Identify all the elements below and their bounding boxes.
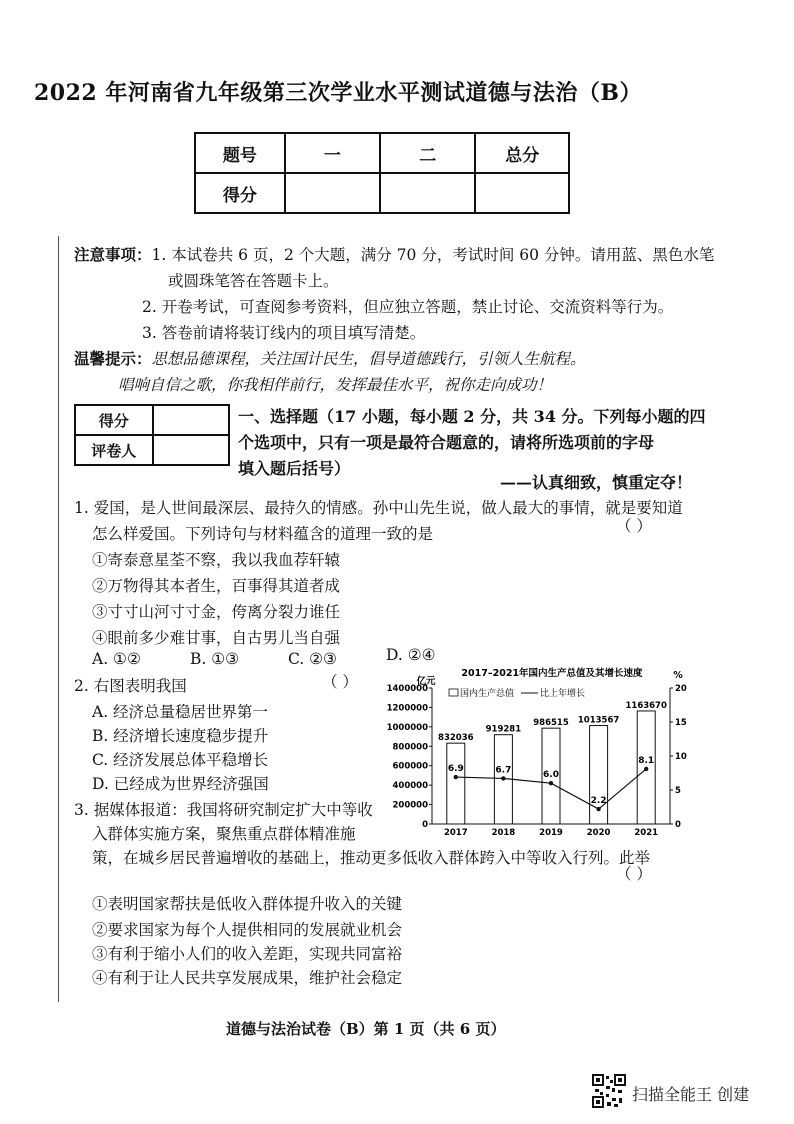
- tip-label: 温馨提示：: [74, 349, 152, 368]
- page-title: 2022 年河南省九年级第三次学业水平测试道德与法治（B）: [34, 80, 642, 106]
- chart-x-tick-label: 2018: [491, 828, 516, 838]
- q1-option-3: ③寸寸山河寸寸金，侉离分裂力谁任: [92, 603, 341, 621]
- section-1-line-1: 一、选择题（17 小题，每小题 2 分，共 34 分。下列每小题的四: [238, 407, 706, 426]
- notice-item-1a: 1. 本试卷共 6 页，2 个大题，满分 70 分，考试时间 60 分钟。请用蓝、黑色水笔: [151, 246, 715, 264]
- chart-bar-value-label: 1013567: [577, 715, 620, 726]
- grader-table: [74, 404, 230, 466]
- score-row-label: 得分: [195, 173, 285, 213]
- q1-stem-a: 1. 爱国，是人世间最深层、最持久的情感。孙中山先生说，做人最大的事情，就是要知道: [74, 499, 683, 517]
- grader-name-label: 评卷人: [75, 435, 153, 465]
- tip-line-1: 思想品德课程，关注国计民生，倡导道德践行，引领人生航程。: [151, 350, 586, 368]
- grader-score-label: 得分: [75, 405, 153, 435]
- chart-y-tick-label: 800000: [392, 742, 428, 753]
- q3-stem-a: 3. 据媒体报道：我国将研究制定扩大中等收: [74, 801, 373, 819]
- chart-bar-value-label: 919281: [485, 724, 522, 735]
- q2-choice-a[interactable]: A. 经济总量稳居世界第一: [92, 703, 269, 721]
- chart-y2-tick-label: 20: [675, 684, 687, 694]
- chart-legend: [449, 687, 585, 699]
- score-cell-part2[interactable]: [380, 173, 475, 213]
- chart-y-tick-label: 0: [422, 820, 428, 830]
- section-1-line-2: 个选项中，只有一项是最符合题意的，请将所选项前的字母: [238, 433, 655, 452]
- score-cell-part1[interactable]: [285, 173, 380, 213]
- score-header-part2: 二: [380, 133, 475, 173]
- score-header-part1: 一: [285, 133, 380, 173]
- q1-option-2: ②万物得其本者生，百事得其道者成: [92, 577, 341, 595]
- margin-rule: [58, 236, 59, 1002]
- chart-growth-point: [596, 807, 600, 811]
- scanner-watermark: 扫描全能王 创建: [632, 1085, 750, 1104]
- chart-bar-value-label: 1163670: [625, 700, 667, 711]
- q1-option-4: ④眼前多少难甘事，自古男儿当自强: [92, 629, 341, 647]
- chart-growth-point: [501, 776, 505, 780]
- chart-growth-label: 6.9: [447, 764, 464, 775]
- q3-option-2: ②要求国家为每个人提供相同的发展就业机会: [92, 921, 403, 939]
- q1-choice-c[interactable]: C. ②③: [288, 650, 337, 668]
- page-footer: 道德与法治试卷（B）第 1 页（共 6 页）: [226, 1020, 506, 1038]
- q1-stem-b: 怎么样爱国。下列诗句与材料蕴含的道理一致的是: [92, 525, 434, 543]
- chart-x-tick-label: 2020: [586, 828, 611, 838]
- score-header-total: 总分: [475, 133, 569, 173]
- chart-growth-point: [644, 767, 648, 771]
- q3-stem-c: 策，在城乡居民普遍增收的基础上，推动更多低收入群体跨入中等收入行列。此举: [92, 849, 651, 867]
- chart-y2-tick-label: 15: [675, 718, 687, 728]
- chart-growth-point: [454, 775, 458, 779]
- chart-bar-value-label: 986515: [533, 718, 569, 729]
- chart-growth-label: 6.7: [495, 765, 512, 776]
- q1-choice-a[interactable]: A. ①②: [92, 650, 141, 668]
- q2-stem: 2. 右图表明我国: [74, 677, 187, 695]
- chart-bar: [447, 743, 465, 824]
- chart-y-tick-label: 600000: [392, 761, 428, 772]
- notice-item-2: 2. 开卷考试，可查阅参考资料，但应独立答题，禁止讨论、交流资料等行为。: [142, 298, 674, 316]
- q2-choice-c[interactable]: C. 经济发展总体平稳增长: [92, 751, 269, 769]
- chart-y-tick-label: 1000000: [386, 722, 428, 733]
- grader-name-cell[interactable]: [153, 435, 229, 465]
- score-table: [194, 132, 570, 214]
- tip-section: [74, 346, 586, 398]
- notice-label: 注意事项：: [74, 245, 152, 264]
- chart-growth-point: [549, 781, 553, 785]
- tip-line-2: 唱响自信之歌，你我相伴前行，发挥最佳水平，祝你走向成功！: [118, 376, 553, 394]
- q1-answer-paren[interactable]: （ ）: [616, 517, 652, 535]
- q3-stem-b: 入群体实施方案，聚焦重点群体精准施: [92, 825, 356, 843]
- legend-bar-label: 国内生产总值: [460, 689, 515, 699]
- gdp-chart: [382, 664, 692, 840]
- q3-option-1: ①表明国家帮扶是低收入群体提升收入的关键: [92, 895, 403, 913]
- q2-choice-b[interactable]: B. 经济增长速度稳步提升: [92, 727, 269, 745]
- notice-item-3: 3. 答卷前请将装订线内的项目填写清楚。: [142, 324, 426, 342]
- legend-line-label: 比上年增长: [540, 689, 586, 699]
- chart-growth-label: 6.0: [543, 770, 559, 781]
- chart-y-tick-label: 1200000: [386, 703, 428, 714]
- q1-option-1: ①寄泰意星荃不察，我以我血荐轩辕: [92, 551, 341, 569]
- score-cell-total[interactable]: [475, 173, 569, 213]
- chart-y2-tick-label: 0: [675, 820, 681, 830]
- chart-growth-label: 2.2: [590, 796, 607, 807]
- score-header-number: 题号: [195, 133, 285, 173]
- chart-x-tick-label: 2019: [539, 828, 563, 838]
- q3-option-4: ④有利于让人民共享发展成果，维护社会稳定: [92, 969, 403, 987]
- q2-answer-paren[interactable]: （ ）: [322, 673, 358, 691]
- q1-choice-b[interactable]: B. ①③: [190, 650, 240, 668]
- q2-choice-d[interactable]: D. 已经成为世界经济强国: [92, 775, 269, 793]
- chart-right-unit: %: [673, 670, 683, 681]
- chart-y2-tick-label: 10: [675, 752, 687, 762]
- q3-option-3: ③有利于缩小人们的收入差距，实现共同富裕: [92, 945, 403, 963]
- chart-left-unit: 亿元: [416, 676, 436, 687]
- chart-bar-value-label: 832036: [438, 733, 474, 744]
- chart-y-tick-label: 200000: [392, 800, 428, 811]
- section-1-line-3: 填入题后括号）: [238, 459, 351, 478]
- legend-bar-swatch: [449, 689, 458, 696]
- chart-y-tick-label: 1400000: [386, 684, 428, 694]
- q1-choice-d[interactable]: D. ②④: [386, 646, 436, 664]
- chart-y2-tick-label: 5: [675, 786, 681, 796]
- chart-title: 2017–2021年国内生产总值及其增长速度: [461, 668, 643, 679]
- grader-score-cell[interactable]: [153, 405, 229, 435]
- q3-answer-paren[interactable]: （ ）: [616, 865, 652, 883]
- chart-x-tick-label: 2017: [443, 828, 468, 838]
- section-1-motto: ——认真细致，慎重定夺！: [500, 473, 693, 492]
- chart-growth-label: 8.1: [638, 755, 655, 766]
- chart-x-tick-label: 2021: [634, 828, 659, 838]
- chart-y-tick-label: 400000: [392, 781, 428, 792]
- notice-section: [74, 242, 714, 346]
- notice-item-1b: 或圆珠笔答在答题卡上。: [168, 272, 339, 290]
- qr-code-icon: [592, 1074, 626, 1108]
